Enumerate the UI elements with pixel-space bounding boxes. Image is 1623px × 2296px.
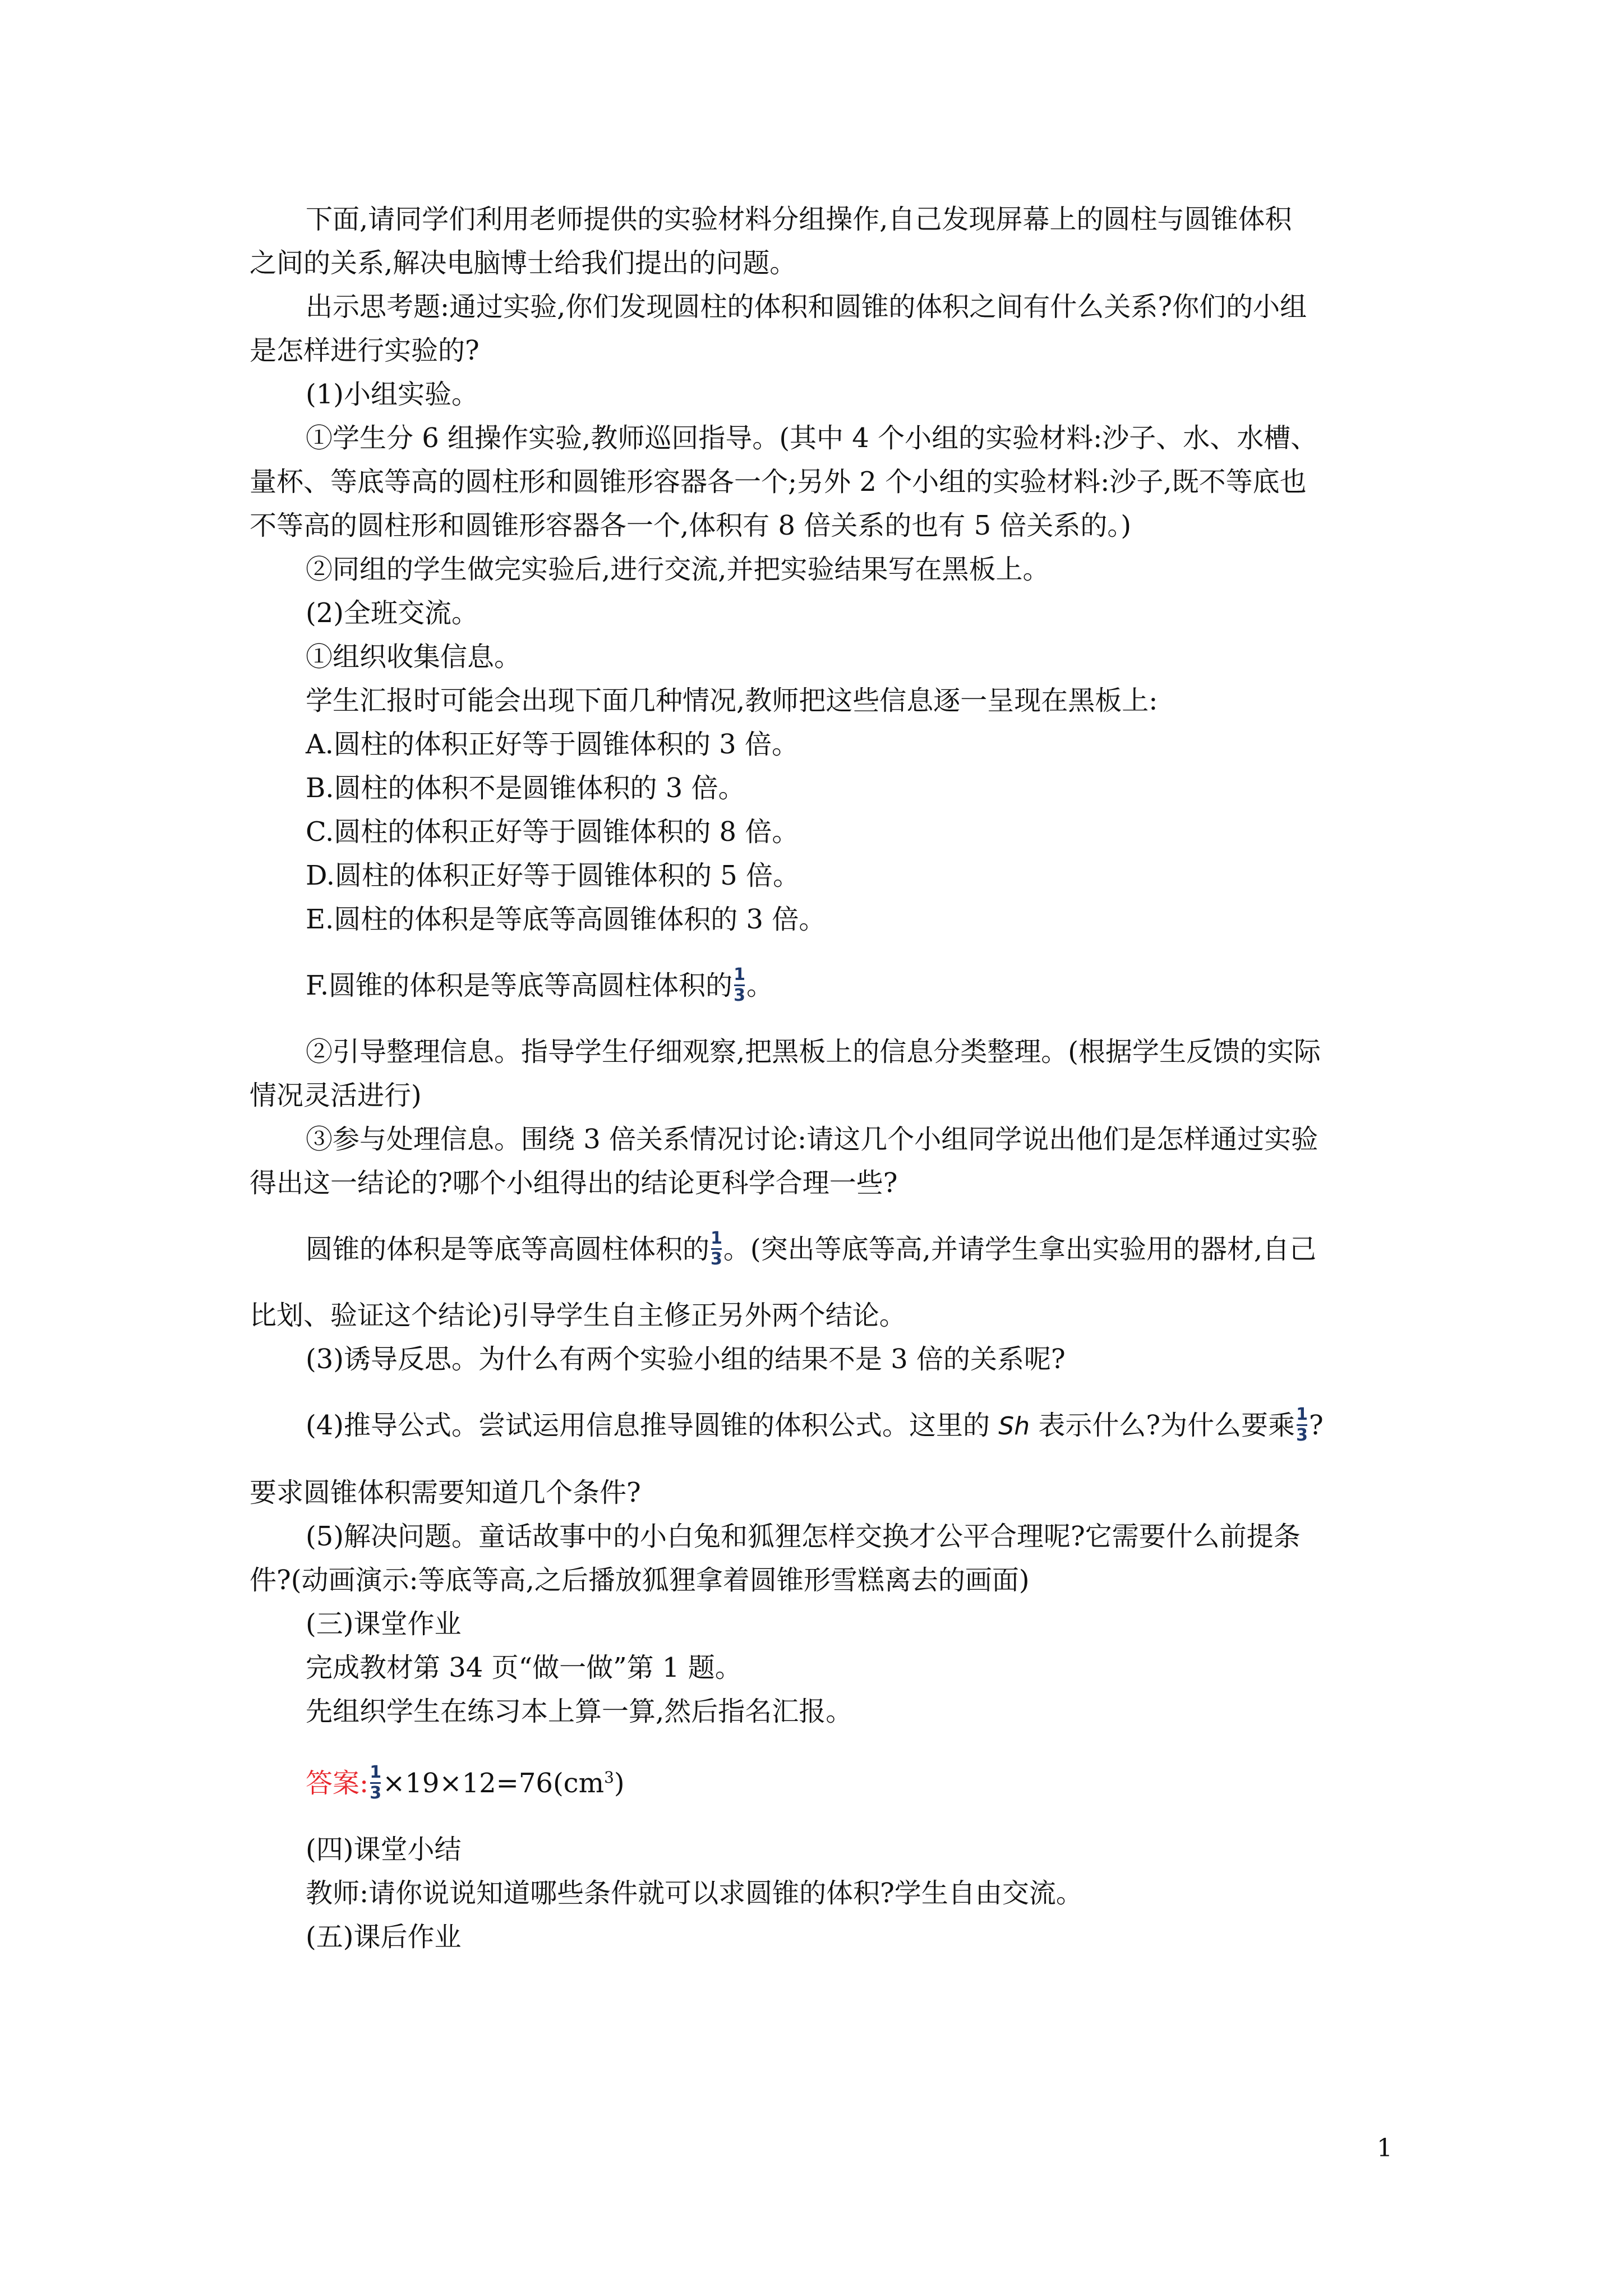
fraction-numerator: 1 xyxy=(734,965,745,984)
document-body xyxy=(250,197,1388,1959)
paragraph-continuation: 之间的关系,解决电脑博士给我们提出的问题。 xyxy=(250,247,797,279)
fraction-denominator: 3 xyxy=(734,986,745,1005)
section-heading: (1)小组实验。 xyxy=(306,379,478,410)
paragraph: ②同组的学生做完实验后,进行交流,并把实验结果写在黑板上。 xyxy=(306,554,1050,585)
fraction-one-third xyxy=(711,1230,722,1268)
paragraph xyxy=(250,1227,1388,1271)
paragraph: ①学生分 6 组操作实验,教师巡回指导。(其中 4 个小组的实验材料:沙子、水、水槽、 xyxy=(306,422,1318,454)
paragraph-text: 圆锥的体积是等底等高圆柱体积的 xyxy=(306,1234,710,1265)
paragraph-continuation: 要求圆锥体积需要知道几个条件? xyxy=(250,1477,641,1508)
paragraph: 完成教材第 34 页“做一做”第 1 题。 xyxy=(306,1652,742,1683)
list-item: C.圆柱的体积正好等于圆锥体积的 8 倍。 xyxy=(306,816,799,848)
paragraph: ①组织收集信息。 xyxy=(306,641,522,673)
paragraph xyxy=(250,1404,1388,1448)
answer-label: 答案: xyxy=(306,1768,369,1799)
paragraph-text: 表示什么?为什么要乘 xyxy=(1030,1410,1295,1441)
paragraph-continuation: 比划、验证这个结论)引导学生自主修正另外两个结论。 xyxy=(250,1300,906,1331)
fraction-numerator: 1 xyxy=(1296,1405,1308,1424)
list-item xyxy=(250,964,1388,1007)
spacer xyxy=(250,1381,1388,1404)
answer-expression: ×19×12=76(cm xyxy=(382,1768,605,1799)
paragraph: 先组织学生在练习本上算一算,然后指名汇报。 xyxy=(306,1696,853,1727)
section-heading: (五)课后作业 xyxy=(306,1921,462,1953)
fraction-one-third xyxy=(734,967,745,1004)
fraction-denominator: 3 xyxy=(711,1249,722,1269)
spacer xyxy=(250,1805,1388,1828)
fraction-denominator: 3 xyxy=(370,1783,382,1803)
paragraph-continuation: 得出这一结论的?哪个小组得出的结论更科学合理一些? xyxy=(250,1167,898,1199)
spacer xyxy=(250,1007,1388,1030)
paragraph-continuation: 是怎样进行实验的? xyxy=(250,335,479,366)
paragraph: 下面,请同学们利用老师提供的实验材料分组操作,自己发现屏幕上的圆柱与圆锥体积 xyxy=(306,204,1292,235)
paragraph: ③参与处理信息。围绕 3 倍关系情况讨论:请这几个小组同学说出他们是怎样通过实验 xyxy=(306,1124,1318,1155)
paragraph-text: (4)推导公式。尝试运用信息推导圆锥的体积公式。这里的 xyxy=(306,1410,999,1441)
paragraph: 出示思考题:通过实验,你们发现圆柱的体积和圆锥的体积之间有什么关系?你们的小组 xyxy=(306,291,1307,323)
section-heading: (四)课堂小结 xyxy=(306,1834,462,1865)
formula-variable: Sh xyxy=(998,1412,1030,1441)
paragraph-text: 。(突出等底等高,并请学生拿出实验用的器材,自己 xyxy=(723,1234,1317,1265)
list-item: A.圆柱的体积正好等于圆锥体积的 3 倍。 xyxy=(306,729,799,760)
spacer xyxy=(250,941,1388,964)
spacer xyxy=(250,1271,1388,1294)
fraction-one-third xyxy=(370,1764,381,1802)
section-heading: (三)课堂作业 xyxy=(306,1608,462,1640)
fraction-numerator: 1 xyxy=(370,1763,382,1782)
page-number: 1 xyxy=(1377,2134,1393,2162)
paragraph: 教师:请你说说知道哪些条件就可以求圆锥的体积?学生自由交流。 xyxy=(306,1878,1083,1909)
answer-close: ) xyxy=(614,1768,625,1799)
list-item: E.圆柱的体积是等底等高圆锥体积的 3 倍。 xyxy=(306,904,826,935)
spacer xyxy=(250,1205,1388,1227)
spacer xyxy=(250,1448,1388,1471)
list-item-text: F.圆锥的体积是等底等高圆柱体积的 xyxy=(306,970,733,1001)
paragraph-continuation: 量杯、等底等高的圆柱形和圆锥形容器各一个;另外 2 个小组的实验材料:沙子,既不等底也 xyxy=(250,466,1307,498)
paragraph: (5)解决问题。童话故事中的小白兔和狐狸怎样交换才公平合理呢?它需要什么前提条 xyxy=(306,1521,1301,1552)
list-item-text: 。 xyxy=(746,970,773,1001)
answer-line xyxy=(250,1756,1388,1805)
paragraph-continuation: 情况灵活进行) xyxy=(250,1080,422,1111)
section-heading: (2)全班交流。 xyxy=(306,597,478,629)
spacer xyxy=(250,1733,1388,1756)
answer-exponent: 3 xyxy=(604,1768,614,1787)
paragraph: 学生汇报时可能会出现下面几种情况,教师把这些信息逐一呈现在黑板上: xyxy=(306,685,1158,716)
paragraph: (3)诱导反思。为什么有两个实验小组的结果不是 3 倍的关系呢? xyxy=(306,1343,1066,1375)
fraction-one-third xyxy=(1296,1406,1308,1444)
fraction-denominator: 3 xyxy=(1296,1425,1308,1445)
list-item: B.圆柱的体积不是圆锥体积的 3 倍。 xyxy=(306,772,745,804)
list-item: D.圆柱的体积正好等于圆锥体积的 5 倍。 xyxy=(306,860,800,891)
paragraph: ②引导整理信息。指导学生仔细观察,把黑板上的信息分类整理。(根据学生反馈的实际 xyxy=(306,1036,1321,1068)
paragraph-text: ? xyxy=(1308,1410,1324,1441)
paragraph-continuation: 不等高的圆柱形和圆锥形容器各一个,体积有 8 倍关系的也有 5 倍关系的。) xyxy=(250,510,1132,541)
fraction-numerator: 1 xyxy=(711,1228,722,1248)
paragraph-continuation: 件?(动画演示:等底等高,之后播放狐狸拿着圆锥形雪糕离去的画面) xyxy=(250,1565,1030,1596)
